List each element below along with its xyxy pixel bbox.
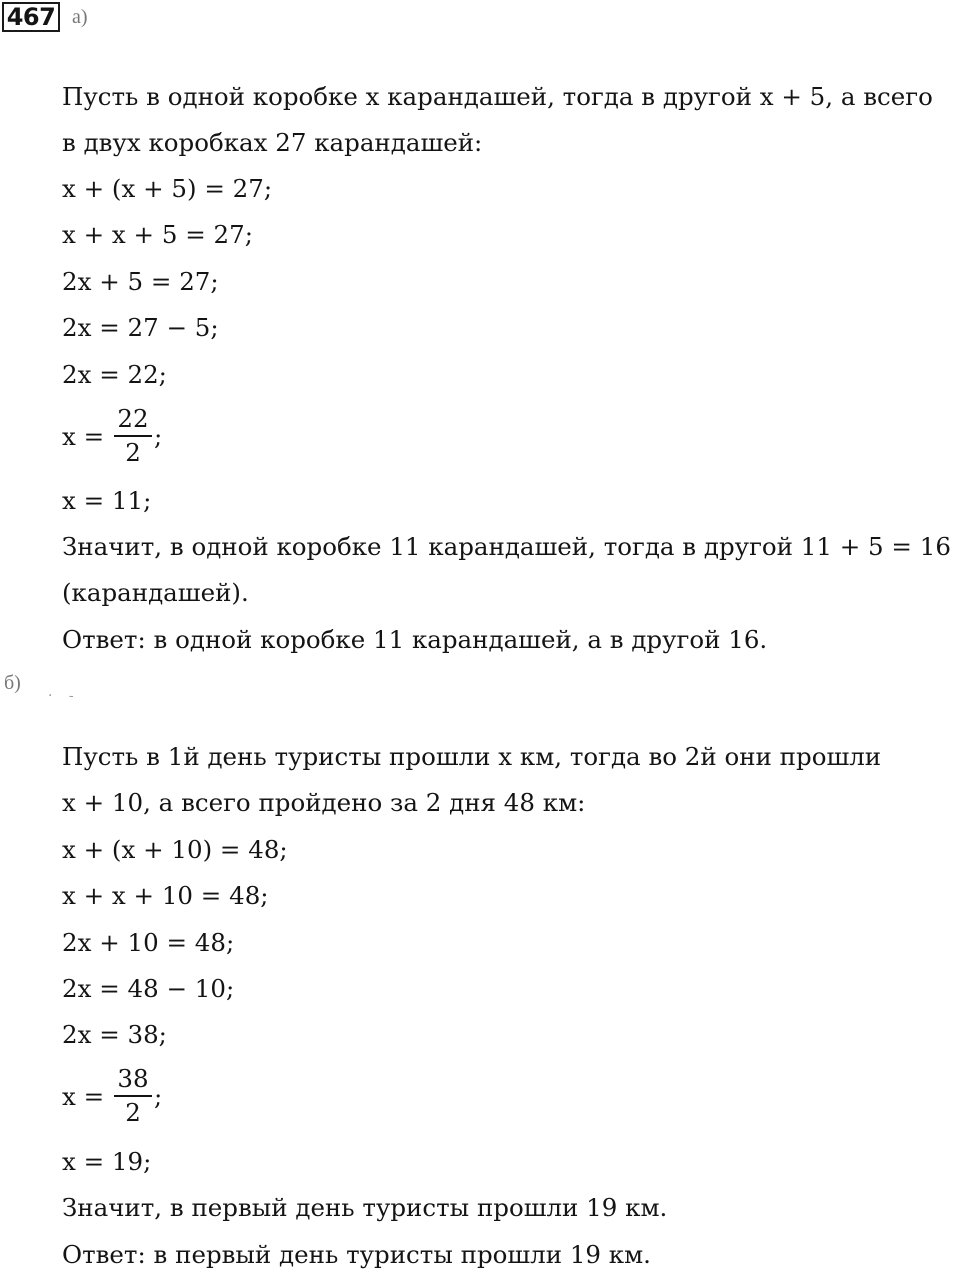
part-a-equation-6: x = 11;: [62, 486, 152, 515]
part-a-equation-1: x + (x + 5) = 27;: [62, 174, 273, 203]
part-b-equation-4: 2x = 48 − 10;: [62, 974, 235, 1003]
part-b-equation-2: x + x + 10 = 48;: [62, 881, 269, 910]
fraction-suffix: ;: [154, 422, 163, 451]
fraction-denominator: 2: [125, 1098, 141, 1127]
fraction-suffix: ;: [154, 1082, 163, 1111]
part-a-conclusion-line-2: (карандашей).: [62, 578, 249, 607]
fraction-bar: [114, 1095, 152, 1097]
part-a-equation-4: 2x = 27 − 5;: [62, 313, 219, 342]
part-b-equation-1: x + (x + 10) = 48;: [62, 835, 288, 864]
fraction: [114, 404, 152, 468]
fraction-denominator: 2: [125, 438, 141, 467]
part-a-equation-5: 2x = 22;: [62, 360, 167, 389]
part-a-conclusion-line-1: Значит, в одной коробке 11 карандашей, тогда в другой 11 + 5 = 16: [62, 532, 951, 561]
part-a-label: а): [72, 6, 88, 28]
part-b-line-2: x + 10, а всего пройдено за 2 дня 48 км:: [62, 788, 586, 817]
part-a-answer: Ответ: в одной коробке 11 карандашей, а в другой 16.: [62, 625, 768, 654]
part-a-equation-2: x + x + 5 = 27;: [62, 220, 253, 249]
problem-number-badge: 467: [2, 2, 60, 32]
part-a-equation-3: 2x + 5 = 27;: [62, 267, 219, 296]
part-b-line-1: Пусть в 1й день туристы прошли x км, тогда во 2й они прошли: [62, 742, 882, 771]
fraction-lhs: x =: [62, 1082, 105, 1111]
fraction-numerator: 22: [117, 404, 149, 433]
part-a-line-2: в двух коробках 27 карандашей:: [62, 128, 483, 157]
fraction-lhs: x =: [62, 422, 105, 451]
part-b-equation-3: 2x + 10 = 48;: [62, 928, 235, 957]
fraction: [114, 1064, 152, 1128]
part-b-equation-5: 2x = 38;: [62, 1020, 167, 1049]
part-b-answer: Ответ: в первый день туристы прошли 19 км.: [62, 1240, 651, 1269]
fraction-bar: [114, 435, 152, 437]
scan-artifact-dots: · -: [48, 688, 80, 704]
fraction-numerator: 38: [117, 1064, 149, 1093]
part-b-conclusion: Значит, в первый день туристы прошли 19 км.: [62, 1193, 668, 1222]
part-a-line-1: Пусть в одной коробке x карандашей, тогда в другой x + 5, а всего: [62, 82, 933, 111]
part-b-label: б): [4, 672, 21, 694]
part-b-equation-6: x = 19;: [62, 1147, 152, 1176]
